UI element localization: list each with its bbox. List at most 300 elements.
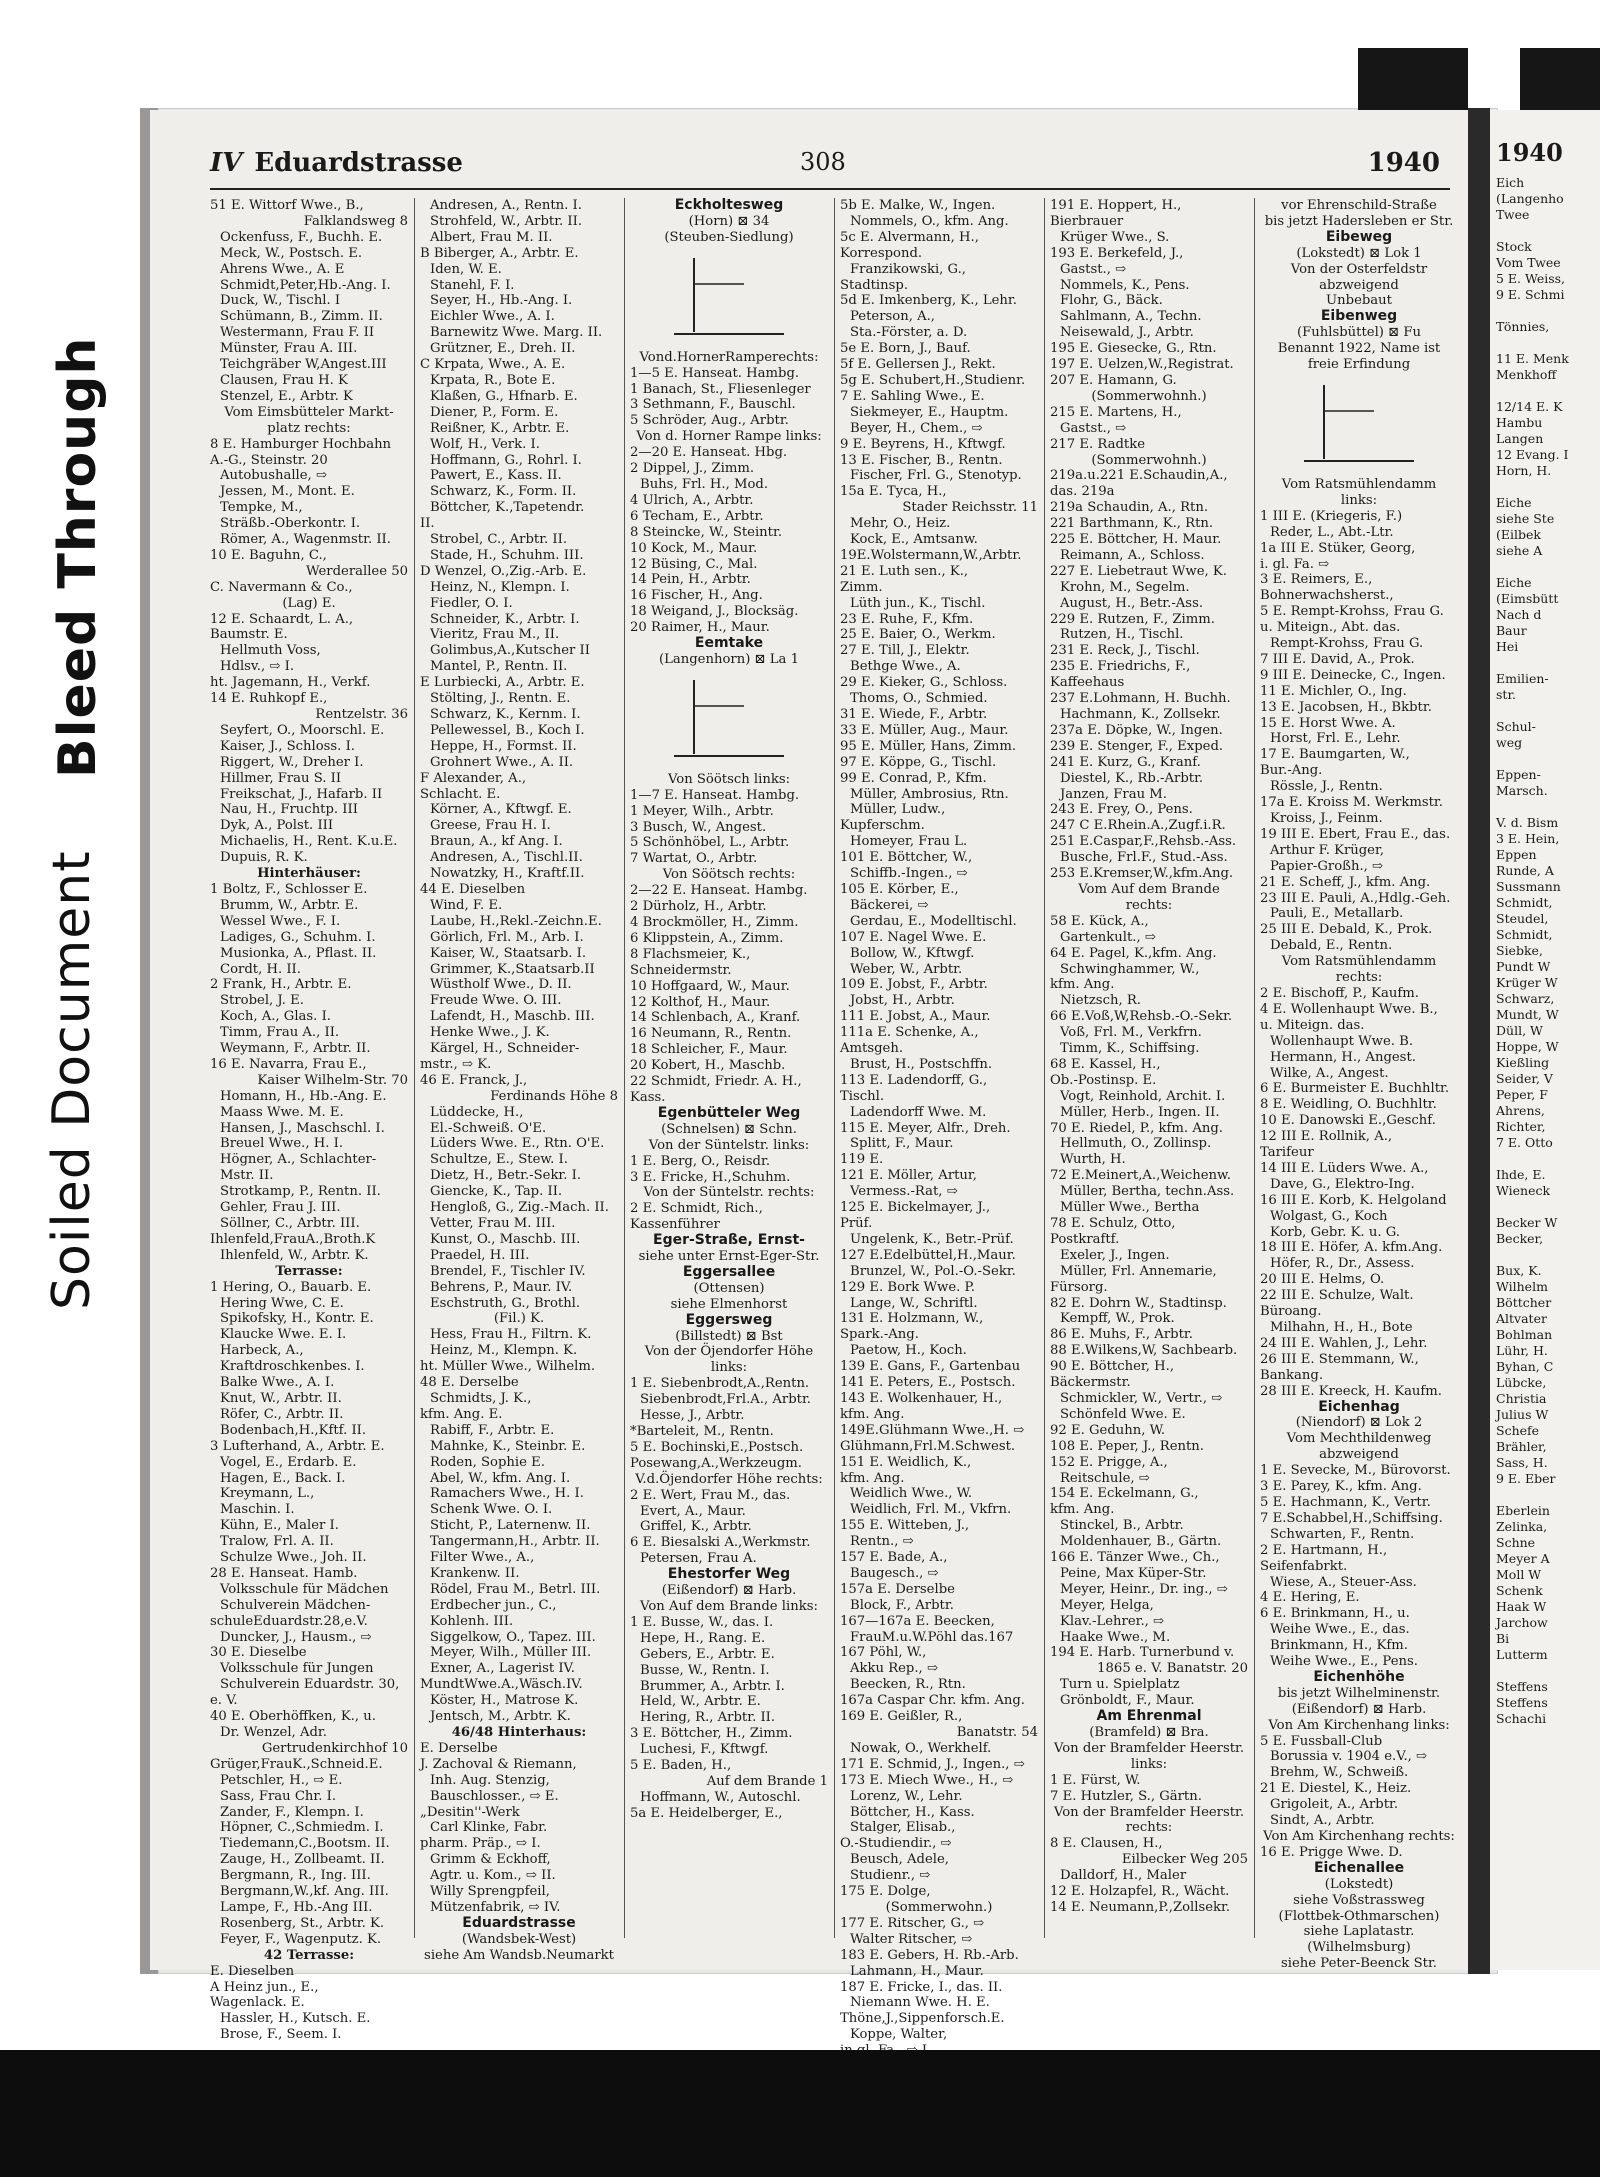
directory-line: Westermann, Frau F. II <box>220 325 375 341</box>
facing-page-line: V. d. Bism <box>1496 815 1559 830</box>
directory-line: Reitschule, ⇨ <box>1060 1470 1150 1486</box>
directory-line: 1 Banach, St., Fliesenleger <box>630 381 811 397</box>
directory-line: 5e E. Born, J., Bauf. <box>840 341 971 357</box>
directory-line: 231 E. Reck, J., Tischl. <box>1050 643 1200 659</box>
directory-line: F Alexander, A., <box>420 770 527 786</box>
directory-line: siehe unter Ernst-Eger-Str. <box>638 1249 820 1265</box>
directory-line: 18 Weigand, J., Blocksäg. <box>630 604 799 620</box>
directory-line: 28 III E. Kreeck, H. Kaufm. <box>1260 1383 1442 1399</box>
directory-line: Siekmeyer, E., Hauptm. <box>850 404 1009 420</box>
directory-line: Feyer, F., Wagenputz. K. <box>220 1931 382 1947</box>
facing-page-line: Hoppe, W <box>1496 1039 1559 1054</box>
facing-page-line: Bux, K. <box>1496 1263 1542 1278</box>
directory-line: Hillmer, Frau S. II <box>220 770 342 786</box>
directory-line: Volksschule für Mädchen <box>220 1581 389 1597</box>
facing-page-line: Ihde, E. <box>1496 1167 1546 1182</box>
directory-line: (Sommerwohnh.) <box>1091 388 1207 404</box>
black-tab-marker <box>1358 48 1468 110</box>
directory-line: 1a III E. Stüker, Georg, <box>1260 540 1416 556</box>
directory-line: rechts: <box>1125 897 1173 913</box>
directory-line: Meyer, Helga, <box>1060 1597 1154 1613</box>
directory-line: 5c E. Alvermann, H., <box>840 229 979 245</box>
facing-page-line <box>1490 1247 1600 1263</box>
directory-line: Maschin. I. <box>220 1502 295 1518</box>
directory-line: Rentzelstr. 36 <box>315 707 408 722</box>
directory-line: 253 E.Kremser,W.,kfm.Ang. <box>1050 866 1234 882</box>
directory-line: Behrens, P., Maur. IV. <box>430 1279 573 1295</box>
directory-line: Rabiff, F., Arbtr. E. <box>430 1422 555 1438</box>
directory-line: Seyer, H., Hb.-Ang. I. <box>430 293 573 309</box>
directory-line: Strobel, C., Arbtr. II. <box>430 532 568 548</box>
directory-line: 88 E.Wilkens,W, Sachbearb. <box>1050 1343 1238 1359</box>
directory-line: Terrasse: <box>275 1263 343 1279</box>
directory-line: Bollow, W., Kftwgf. <box>850 945 975 961</box>
directory-line: 25 E. Baier, O., Werkm. <box>840 627 996 643</box>
directory-line: (Bramfeld) ⊠ Bra. <box>1089 1725 1209 1740</box>
directory-line: 20 Raimer, H., Maur. <box>630 620 770 636</box>
directory-line: 227 E. Liebetraut Wwe, K. <box>1050 563 1227 579</box>
directory-line: Von der Bramfelder Heerstr. <box>1053 1804 1245 1820</box>
directory-line: Block, F., Arbtr. <box>850 1597 954 1613</box>
directory-line: Gastst., ⇨ <box>1060 420 1127 436</box>
facing-page-line: siehe A <box>1496 543 1543 558</box>
directory-line: Müller, Bertha, techn.Ass. <box>1060 1184 1235 1200</box>
directory-line: Kraftdroschkenbes. I. <box>220 1359 365 1375</box>
directory-line: 167 Pöhl, W., <box>840 1645 927 1661</box>
facing-page-line: 9 E. Eber <box>1496 1471 1556 1486</box>
street-heading: Ehestorfer Weg <box>667 1566 791 1583</box>
directory-line: Exner, A., Lagerist IV. <box>430 1661 575 1677</box>
directory-line: (Ottensen) <box>693 1280 765 1296</box>
facing-page-line: Tönnies, <box>1496 319 1550 334</box>
directory-line: Braun, A., kf Ang. I. <box>430 834 563 850</box>
directory-line: Clausen, Frau H. K <box>220 372 348 388</box>
directory-line: (Horn) ⊠ 34 <box>688 213 770 229</box>
directory-line: 243 E. Frey, O., Pens. <box>1050 802 1193 818</box>
facing-page-line: Lübcke, <box>1496 1375 1547 1390</box>
directory-line: 14 E. Neumann,P.,Zollsekr. <box>1050 1899 1231 1915</box>
directory-line: 235 E. Friedrichs, F., <box>1050 659 1191 675</box>
directory-line: Exeler, J., Ingen. <box>1060 1247 1170 1263</box>
directory-line: Weihe Wwe., E., Pens. <box>1270 1654 1418 1670</box>
directory-line: (Langenhorn) ⊠ La 1 <box>658 651 799 667</box>
directory-line: 2 E. Hartmann, H., <box>1260 1542 1388 1558</box>
directory-line: Brunzel, W., Pol.-O.-Sekr. <box>850 1263 1016 1279</box>
column-divider <box>834 198 835 1938</box>
directory-line: Kroiss, J., Feinm. <box>1270 811 1383 826</box>
facing-page-line <box>1490 479 1600 495</box>
directory-line: vor Ehrenschild-Straße <box>1281 198 1437 213</box>
directory-line: Grimm & Eckhoff, <box>430 1852 551 1868</box>
directory-line: Hengloß, G., Zig.-Mach. II. <box>430 1200 609 1216</box>
directory-line: Von Auf dem Brande links: <box>640 1598 818 1614</box>
directory-line: Meck, W., Postsch. E. <box>220 245 363 261</box>
directory-line: 13 E. Fischer, B., Rentn. <box>840 452 1003 468</box>
facing-page-line: Eberlein <box>1496 1503 1550 1518</box>
directory-line: 229 E. Rutzen, F., Zimm. <box>1050 611 1215 627</box>
directory-line: Wolgast, G., Koch <box>1270 1208 1388 1224</box>
directory-line: 21 E. Scheff, J., kfm. Ang. <box>1260 874 1431 890</box>
directory-line: 7 E. Hutzler, S., Gärtn. <box>1050 1788 1202 1804</box>
directory-line: Von der Süntelstr. links: <box>648 1137 810 1153</box>
facing-page-line: 12 Evang. I <box>1496 447 1569 462</box>
directory-line: Böttcher, H., Kass. <box>850 1804 975 1820</box>
column-2 <box>420 198 618 1963</box>
directory-line: Krpata, R., Bote E. <box>430 372 556 388</box>
directory-line: 14 Schlenbach, A., Kranf. <box>630 1010 801 1026</box>
directory-line: Ladiges, G., Schuhm. I. <box>220 929 376 945</box>
directory-line: „Desitin''-Werk <box>420 1804 520 1820</box>
directory-line: Schönfeld Wwe. E. <box>1060 1406 1186 1422</box>
facing-page-line: Böttcher <box>1496 1295 1552 1310</box>
directory-line: Müller, Ludw., <box>850 802 946 818</box>
directory-line: Evert, A., Maur. <box>640 1503 746 1519</box>
directory-line: Böttcher, K.,Tapetendr. <box>430 500 585 516</box>
directory-line: 23 E. Ruhe, F., Kfm. <box>840 611 974 627</box>
directory-line: Dave, G., Elektro-Ing. <box>1270 1176 1415 1192</box>
directory-line: Filter Wwe., A., <box>430 1550 535 1566</box>
directory-line: Unbebaut <box>1326 293 1392 309</box>
directory-line: Stader Reichsstr. 11 <box>902 500 1038 516</box>
directory-line: Eichler Wwe., A. I. <box>430 309 555 325</box>
page-number: 308 <box>800 148 846 176</box>
directory-line: Breuel Wwe., H. I. <box>220 1136 344 1152</box>
facing-page-line: Horn, H. <box>1496 463 1552 478</box>
directory-line: Reder, L., Abt.-Ltr. <box>1270 524 1394 540</box>
directory-line: Agtr. u. Kom., ⇨ II. <box>430 1868 556 1884</box>
facing-page-line: Eppen <box>1496 847 1537 862</box>
facing-page-line: (Eilbek <box>1496 527 1541 542</box>
directory-line: Von der Süntelstr. rechts: <box>643 1185 815 1201</box>
directory-line: 90 E. Böttcher, H., <box>1050 1359 1175 1375</box>
directory-line: 82 E. Dohrn W., Stadtinsp. <box>1050 1295 1227 1311</box>
directory-line: Schneider, K., Arbtr. I. <box>430 611 580 627</box>
facing-page-line: Langen <box>1496 431 1544 446</box>
directory-line: 7 III E. David, A., Prok. <box>1260 651 1415 667</box>
directory-line: das. 219a <box>1050 484 1115 500</box>
directory-line: 149E.Glühmann Wwe.,H. ⇨ <box>840 1422 1025 1438</box>
directory-line: C. Navermann & Co., <box>210 579 353 595</box>
directory-line: (Lokstedt) ⊠ Lok 1 <box>1296 245 1422 261</box>
directory-line: Kühn, E., Maler I. <box>220 1518 339 1534</box>
directory-line: Barnewitz Wwe. Marg. II. <box>430 325 603 341</box>
facing-page-line <box>1490 335 1600 351</box>
directory-line: 195 E. Giesecke, G., Rtn. <box>1050 341 1217 357</box>
directory-line: Mstr. II. <box>220 1168 274 1184</box>
directory-line: Vetter, Frau M. III. <box>430 1216 556 1231</box>
directory-line: 8 E. Weidling, O. Buchhltr. <box>1260 1097 1437 1113</box>
facing-page-line: Hambu <box>1496 415 1543 430</box>
directory-line: 64 E. Pagel, K.,kfm. Ang. <box>1050 945 1217 961</box>
directory-line: 197 E. Uelzen,W.,Registrat. <box>1050 357 1234 373</box>
directory-line: Stinckel, B., Arbtr. <box>1060 1518 1184 1534</box>
volume-number: IV <box>210 148 243 178</box>
directory-line: Reimann, A., Schloss. <box>1060 547 1205 563</box>
directory-line: Bohnerwachsherst., <box>1260 588 1394 604</box>
directory-line: Hoffmann, W., Autoschl. <box>640 1789 801 1805</box>
directory-line: Albert, Frau M. II. <box>430 229 553 245</box>
facing-page-line: Vom Twee <box>1496 255 1561 270</box>
directory-line: 40 E. Oberhöffken, K., u. <box>210 1709 376 1725</box>
directory-line: 8 E. Clausen, H., <box>1050 1836 1163 1852</box>
directory-line: Grohnert Wwe., A. II. <box>430 754 574 770</box>
directory-line: Andresen, A., Rentn. I. <box>430 198 582 213</box>
directory-line: Franzikowski, G., <box>850 261 967 277</box>
directory-line: Seyfert, O., Moorschl. E. <box>220 722 385 738</box>
directory-line: Lüddecke, H., <box>430 1104 524 1120</box>
directory-line: 177 E. Ritscher, G., ⇨ <box>840 1915 985 1931</box>
directory-line: Schultze, E., Stew. I. <box>430 1152 568 1168</box>
directory-line: Hellmuth Voss, <box>220 643 321 659</box>
directory-line: 183 E. Gebers, H. Rb.-Arb. <box>840 1947 1019 1963</box>
directory-line: 31 E. Wiede, F., Arbtr. <box>840 707 988 722</box>
directory-line: 9 III E. Deinecke, C., Ingen. <box>1260 667 1446 683</box>
facing-page-line <box>1490 1663 1600 1679</box>
directory-line: Posewang,A.,Werkzeugm. <box>630 1455 802 1471</box>
directory-line: Sass, Frau Chr. I. <box>220 1788 337 1804</box>
inset-street-map <box>654 672 804 768</box>
directory-line: Rosenberg, St., Arbtr. K. <box>220 1915 385 1931</box>
facing-page-line: Sussmann <box>1496 879 1561 894</box>
directory-line: II. <box>420 516 435 532</box>
directory-line: 5 Schröder, Aug., Arbtr. <box>630 413 789 429</box>
directory-line: 42 Terrasse: <box>263 1947 355 1963</box>
directory-line: 237a E. Döpke, W., Ingen. <box>1050 722 1223 738</box>
facing-page-line: Lutterm <box>1496 1647 1548 1662</box>
directory-line: Tarifeur <box>1260 1145 1314 1161</box>
directory-line: Zimm. <box>840 579 883 595</box>
directory-line: 217 E. Radtke <box>1050 436 1146 452</box>
directory-line: Lüth jun., K., Tischl. <box>850 595 986 611</box>
directory-line: (Niendorf) ⊠ Lok 2 <box>1295 1415 1423 1431</box>
directory-line: Vom Eimsbütteler Markt- <box>224 404 394 420</box>
column-5 <box>1050 198 1248 1938</box>
directory-line: Nommels, K., Pens. <box>1060 277 1190 293</box>
column-4 <box>840 198 1038 2043</box>
directory-line: Studienr., ⇨ <box>850 1868 931 1884</box>
directory-line: Rutzen, H., Tischl. <box>1060 627 1184 643</box>
directory-line: Grüger,FrauK.,Schneid.E. <box>210 1756 383 1772</box>
directory-line: Praedel, H. III. <box>430 1247 530 1263</box>
directory-line: 11 E. Michler, O., Ing. <box>1260 683 1407 699</box>
directory-line: ht. Müller Wwe., Wilhelm. <box>420 1359 596 1375</box>
directory-line: Römer, A., Wagenmstr. II. <box>220 532 391 548</box>
directory-line: 2 Dürholz, H., Arbtr. <box>630 899 767 915</box>
directory-line: 169 E. Geißler, R., <box>840 1709 963 1725</box>
directory-line: Nietzsch, R. <box>1060 993 1141 1009</box>
directory-line: Hoffmann, G., Rohrl. I. <box>430 452 582 468</box>
directory-line: (Steuben-Siedlung) <box>664 229 794 245</box>
facing-page-line: Eppen- <box>1496 767 1541 782</box>
directory-line: Busche, Frl.F., Stud.-Ass. <box>1060 850 1228 866</box>
column-1 <box>210 198 408 2043</box>
facing-page-line: Eiche <box>1496 495 1532 510</box>
directory-line: Müller Wwe., Bertha <box>1060 1200 1200 1216</box>
directory-line: 12 Kolthof, H., Maur. <box>630 994 771 1010</box>
facing-page-line: Schmidt, <box>1496 927 1553 942</box>
directory-line: 99 E. Conrad, P., Kfm. <box>840 770 987 786</box>
facing-page-line: Eiche <box>1496 575 1532 590</box>
directory-line: 157a E. Derselbe <box>840 1581 955 1597</box>
directory-line: 78 E. Schulz, Otto, <box>1050 1216 1176 1231</box>
directory-line: 48 E. Derselbe <box>420 1375 519 1391</box>
directory-line: Lafendt, H., Maschb. III. <box>430 1009 595 1025</box>
directory-line: 2—22 E. Hanseat. Hambg. <box>630 883 808 899</box>
directory-line: MundtWwe.A.,Wäsch.IV. <box>420 1677 583 1693</box>
directory-line: 27 E. Till, J., Elektr. <box>840 643 970 659</box>
directory-line: Lorenz, W., Lehr. <box>850 1788 963 1804</box>
facing-page-line: 5 E. Weiss, <box>1496 271 1566 286</box>
inset-street-map <box>1284 377 1434 473</box>
facing-page-line <box>1490 383 1600 399</box>
directory-line: Weihe Wwe., E., das. <box>1270 1622 1410 1638</box>
directory-line: Von der Osterfeldstr <box>1290 261 1428 277</box>
year-label: 1940 <box>1367 148 1440 178</box>
directory-line: Griffel, K., Arbtr. <box>640 1519 752 1535</box>
directory-line: Ihlenfeld, W., Arbtr. K. <box>220 1247 369 1263</box>
directory-line: Mahnke, K., Steinbr. E. <box>430 1438 586 1454</box>
directory-line: Krankenw. II. <box>430 1565 520 1581</box>
directory-line: Ob.-Postinsp. E. <box>1050 1072 1157 1088</box>
directory-line: 46/48 Hinterhaus: <box>451 1725 587 1740</box>
directory-line: 155 E. Witteben, J., <box>840 1518 970 1534</box>
directory-line: Kempff, W., Prok. <box>1060 1311 1175 1327</box>
directory-line: abzweigend <box>1319 277 1399 293</box>
directory-line: Wilke, A., Angest. <box>1270 1065 1389 1081</box>
directory-line: 1 E. Siebenbrodt,A.,Rentn. <box>630 1376 810 1392</box>
directory-line: Kreymann, L., <box>220 1486 315 1502</box>
facing-page-line: Seider, V <box>1496 1071 1553 1086</box>
directory-line: Kupferschm. <box>840 818 925 834</box>
directory-line: bis jetzt Wilhelminenstr. <box>1277 1685 1441 1701</box>
directory-line: Knut, W., Arbtr. II. <box>220 1390 342 1406</box>
directory-line: Von Am Kirchenhang links: <box>1268 1717 1450 1733</box>
facing-page-line: Zelinka, <box>1496 1519 1548 1534</box>
directory-line: Kaiser, J., Schloss. I. <box>220 738 355 754</box>
facing-page-line: Byhan, C <box>1496 1359 1554 1374</box>
directory-line: Hassler, H., Kutsch. E. <box>220 2011 371 2027</box>
directory-line: 109 E. Jobst, F., Arbtr. <box>840 977 988 993</box>
directory-line: Bäckerei, ⇨ <box>850 897 929 913</box>
directory-line: Krüger Wwe., S. <box>1060 229 1170 245</box>
directory-line: Brose, F., Seem. I. <box>220 2027 342 2043</box>
directory-line: Vond.HornerRamperechts: <box>639 349 819 365</box>
directory-line: kfm. Ang. E. <box>420 1406 503 1422</box>
directory-line: 18 Schleicher, F., Maur. <box>630 1042 788 1058</box>
directory-line: 1865 e. V. Banatstr. 20 <box>1097 1661 1248 1677</box>
directory-line: 119 E. <box>840 1152 884 1168</box>
directory-line: 21 E. Luth sen., K., <box>840 563 969 579</box>
directory-line: Petschler, H., ⇨ E. <box>220 1772 343 1788</box>
directory-line: Spikofsky, H., Kontr. E. <box>220 1311 374 1327</box>
directory-line: Gastst., ⇨ <box>1060 261 1127 277</box>
directory-line: Stadtinsp. <box>840 277 909 293</box>
directory-line: (Schnelsen) ⊠ Schn. <box>661 1121 797 1137</box>
directory-line: Rössle, J., Rentn. <box>1270 779 1383 795</box>
directory-line: Fischer, Frl. G., Stenotyp. <box>850 468 1022 484</box>
directory-line: 29 E. Kieker, G., Schloss. <box>840 675 1008 691</box>
directory-line: 16 Fischer, H., Ang. <box>630 588 763 604</box>
directory-line: 157 E. Bade, A., <box>840 1550 948 1566</box>
directory-line: Moldenhauer, B., Gärtn. <box>1060 1534 1222 1550</box>
facing-page-line <box>1490 799 1600 815</box>
facing-page-line: Bohlman <box>1496 1327 1553 1342</box>
directory-line: 141 E. Peters, E., Postsch. <box>840 1375 1016 1391</box>
directory-line: 15a E. Tyca, H., <box>840 484 947 500</box>
directory-line: Schneidermstr. <box>630 962 732 978</box>
directory-line: 3 E. Fricke, H.,Schuhm. <box>630 1169 791 1185</box>
directory-line: Pauli, E., Metallarb. <box>1270 906 1404 922</box>
facing-page-line: Becker, <box>1496 1231 1544 1246</box>
directory-line: Mützenfabrik, ⇨ IV. <box>430 1899 561 1915</box>
facing-page-line <box>1490 703 1600 719</box>
facing-page-line: Becker W <box>1496 1215 1558 1230</box>
directory-line: 5 E. Rempt-Krohss, Frau G. <box>1260 604 1444 620</box>
facing-page-line <box>1490 1151 1600 1167</box>
page-header <box>210 148 1460 188</box>
directory-line: Iden, W. E. <box>430 261 502 277</box>
facing-page-line: Twee <box>1496 207 1530 222</box>
directory-line: Ungelenk, K., Betr.-Prüf. <box>850 1231 1014 1247</box>
facing-page-line: Schne <box>1496 1535 1536 1550</box>
directory-line: 8 Flachsmeier, K., <box>630 946 751 962</box>
directory-line: Vermess.-Rat, ⇨ <box>850 1184 958 1200</box>
directory-line: Tempke, M., <box>220 500 303 516</box>
directory-line: Weidlich Wwe., W. <box>850 1486 973 1502</box>
directory-line: 2 Frank, H., Arbtr. E. <box>210 977 352 993</box>
inset-street-map <box>654 250 804 346</box>
facing-page-line: Haak W <box>1496 1599 1547 1614</box>
facing-page-line: Wilhelm <box>1496 1279 1548 1294</box>
directory-line: Kaffeehaus <box>1050 675 1125 691</box>
directory-line: 121 E. Möller, Artur, <box>840 1168 977 1184</box>
directory-line: pharm. Präp., ⇨ I. <box>420 1836 541 1852</box>
facing-page-line: Hei <box>1496 639 1519 654</box>
directory-line: Inh. Aug. Stenzig, <box>430 1772 550 1788</box>
directory-line: 30 E. Dieselbe <box>210 1645 307 1661</box>
directory-line: Sahlmann, A., Techn. <box>1060 309 1202 325</box>
directory-line: Bethge Wwe., A. <box>850 659 961 675</box>
directory-line: 105 E. Körber, E., <box>840 881 959 897</box>
directory-line: Korb, Gebr. K. u. G. <box>1270 1224 1400 1240</box>
directory-line: D Wenzel, O.,Zig.-Arb. E. <box>420 563 587 579</box>
directory-line: 207 E. Hamann, G. <box>1050 372 1177 388</box>
directory-line: Vieritz, Frau M., II. <box>430 627 560 643</box>
directory-line: Balke Wwe., A. I. <box>220 1375 335 1391</box>
directory-line: 113 E. Ladendorff, G., <box>840 1072 988 1088</box>
directory-line: Grimmer, K.,Staatsarb.II <box>430 961 595 977</box>
directory-line: Autobushalle, ⇨ <box>220 468 327 484</box>
directory-line: Lahmann, H., Maur. <box>850 1963 984 1979</box>
directory-line: Ihlenfeld,FrauA.,Broth.K <box>210 1231 376 1247</box>
directory-line: Baumstr. E. <box>210 627 288 643</box>
directory-line: (Wilhelmsburg) <box>1307 1940 1411 1956</box>
directory-line: 225 E. Böttcher, H. Maur. <box>1050 532 1222 548</box>
directory-line: Beusch, Adele, <box>850 1852 950 1868</box>
directory-line: A.-G., Steinstr. 20 <box>210 452 328 468</box>
directory-line: Bergmann,W.,kf. Ang. III. <box>220 1884 389 1900</box>
column-divider <box>1254 198 1255 1938</box>
directory-line: 167a Caspar Chr. kfm. Ang. <box>840 1693 1025 1709</box>
directory-line: kfm. Ang. <box>840 1406 905 1422</box>
facing-page-line: Siebke, <box>1496 943 1543 958</box>
directory-line: 4 E. Wollenhaupt Wwe. B., <box>1260 1001 1438 1017</box>
directory-line: Dr. Wenzel, Adr. <box>220 1725 327 1740</box>
directory-line: Diestel, K., Rb.-Arbtr. <box>1060 770 1204 786</box>
directory-line: C Krpata, Wwe., A. E. <box>420 357 566 373</box>
directory-line: B Biberger, A., Arbtr. E. <box>420 245 579 261</box>
directory-line: Höpner, C.,Schmiedm. I. <box>220 1820 384 1836</box>
